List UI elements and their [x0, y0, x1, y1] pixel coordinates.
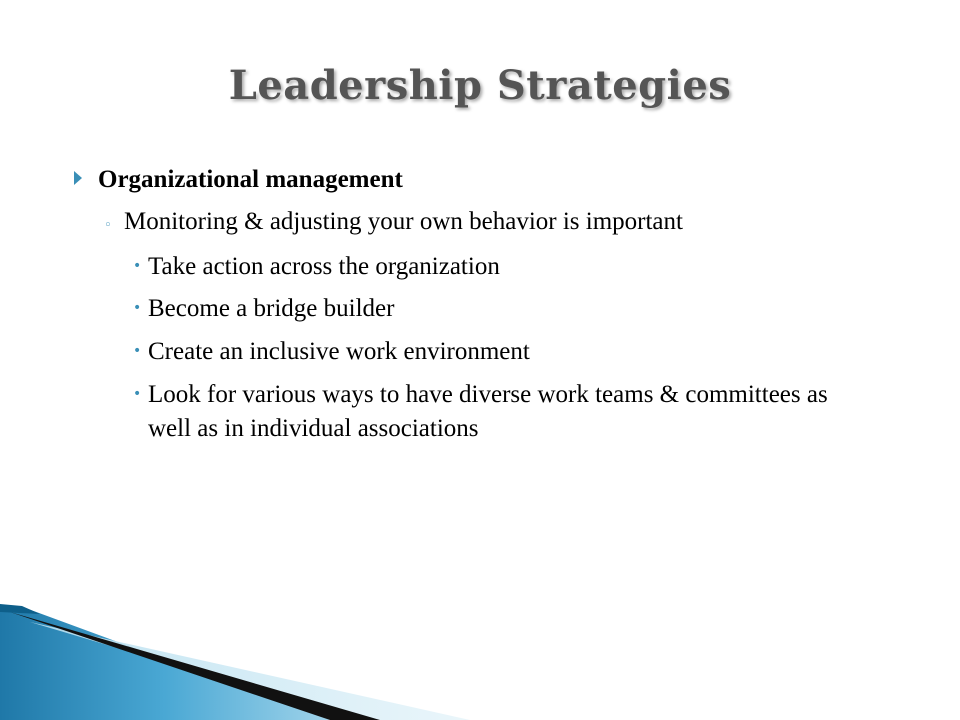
dot-icon: • [133, 343, 142, 359]
bullet-level3-text: Become a bridge builder [148, 295, 395, 322]
bullet-level3-text: Look for various ways to have diverse work teams & committees as well as in individual associations [148, 381, 828, 442]
dot-icon: • [133, 386, 142, 402]
bullet-level1-text: Organizational management [98, 166, 403, 193]
dot-icon: • [133, 300, 142, 316]
bullet-level3-text: Create an inclusive work environment [148, 338, 530, 365]
slide-title: Leadership Strategies [228, 62, 732, 109]
bullet-level2-text: Monitoring & adjusting your own behavior is important [124, 208, 683, 235]
circle-outline-icon: ◦ [104, 218, 112, 233]
dot-icon: • [133, 258, 142, 274]
bullet-level3-text: Take action across the organization [148, 253, 500, 280]
